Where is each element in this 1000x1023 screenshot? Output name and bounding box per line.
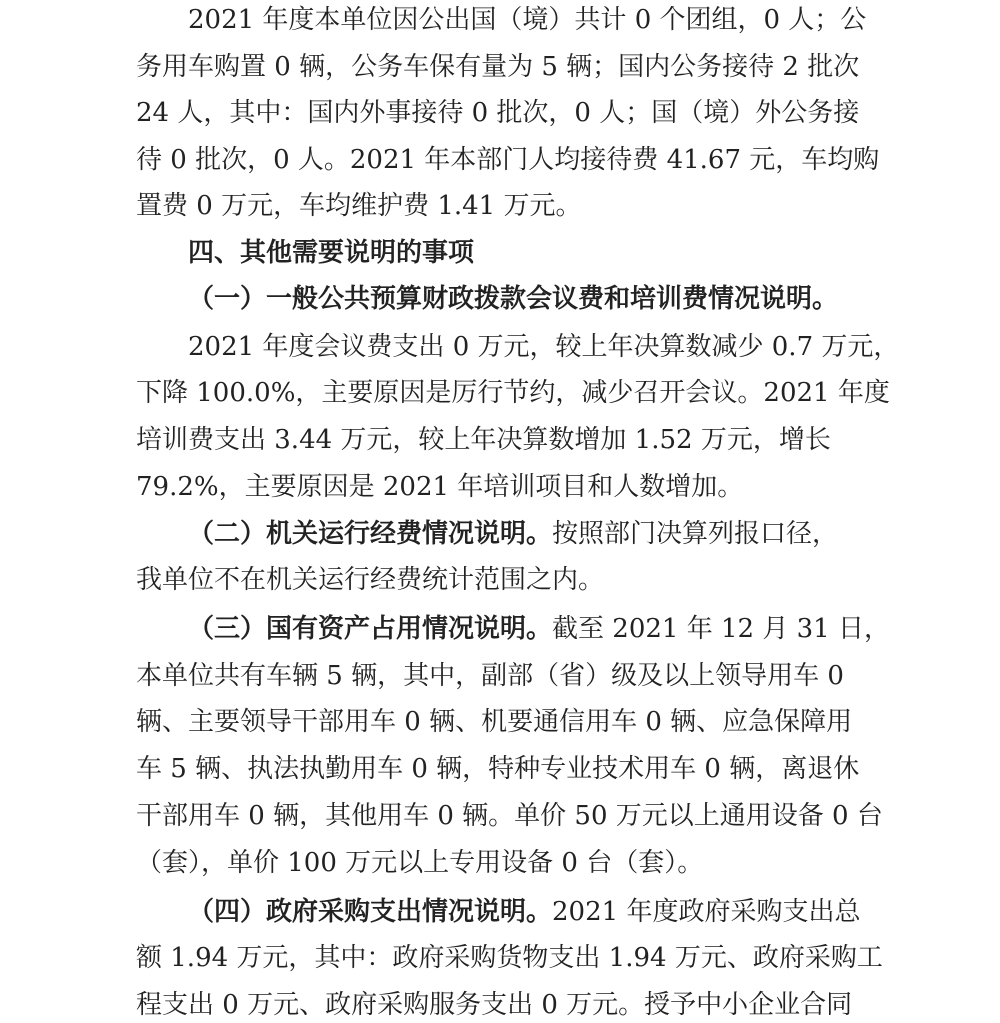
text-line: （套），单价 100 万元以上专用设备 0 台（套）。 <box>136 848 704 878</box>
text-line <box>188 612 890 646</box>
text-line: 程支出 0 万元、政府采购服务支出 0 万元。授予中小企业合同 <box>136 990 853 1020</box>
subsection-title: （一）一般公共预算财政拨款会议费和培训费情况说明。 <box>188 284 839 314</box>
text-line: 2021 年度会议费支出 0 万元，较上年决算数减少 0.7 万元， <box>188 332 900 362</box>
subsection-title: （四）政府采购支出情况说明。 <box>188 897 553 927</box>
text-line: 额 1.94 万元，其中：政府采购货物支出 1.94 万元、政府采购工 <box>136 943 883 973</box>
subsection-text: 截至 2021 年 12 月 31 日， <box>552 614 890 644</box>
text-line <box>188 517 838 551</box>
subsection-title: （三）国有资产占用情况说明。 <box>188 614 553 644</box>
section-heading: 四、其他需要说明的事项 <box>188 238 475 268</box>
text-line: 24 人，其中：国内外事接待 0 批次，0 人；国（境）外公务接 <box>136 98 860 128</box>
text-line: 培训费支出 3.44 万元，较上年决算数增加 1.52 万元，增长 <box>136 425 831 455</box>
text-line <box>188 895 860 929</box>
text-line: 下降 100.0%，主要原因是厉行节约，减少召开会议。2021 年度 <box>136 378 890 408</box>
text-line: 我单位不在机关运行经费统计范围之内。 <box>136 565 605 595</box>
text-line: 2021 年度本单位因公出国（境）共计 0 个团组，0 人；公 <box>188 5 867 35</box>
subsection-text: 2021 年度政府采购支出总 <box>552 897 861 927</box>
text-line: 务用车购置 0 辆，公务车保有量为 5 辆；国内公务接待 2 批次 <box>136 52 860 82</box>
text-line: 本单位共有车辆 5 辆，其中，副部（省）级及以上领导用车 0 <box>136 661 844 691</box>
text-line: 置费 0 万元，车均维护费 1.41 万元。 <box>136 191 582 221</box>
subsection-title: （二）机关运行经费情况说明。 <box>188 519 553 549</box>
text-line: 干部用车 0 辆，其他用车 0 辆。单价 50 万元以上通用设备 0 台 <box>136 801 883 831</box>
text-line: 79.2%，主要原因是 2021 年培训项目和人数增加。 <box>136 472 744 502</box>
text-line: 待 0 批次，0 人。2021 年本部门人均接待费 41.67 元，车均购 <box>136 145 880 175</box>
text-line: 辆、主要领导干部用车 0 辆、机要通信用车 0 辆、应急保障用 <box>136 707 853 737</box>
text-line: 车 5 辆、执法执勤用车 0 辆，特种专业技术用车 0 辆，离退休 <box>136 754 860 784</box>
subsection-text: 按照部门决算列报口径， <box>552 519 839 549</box>
